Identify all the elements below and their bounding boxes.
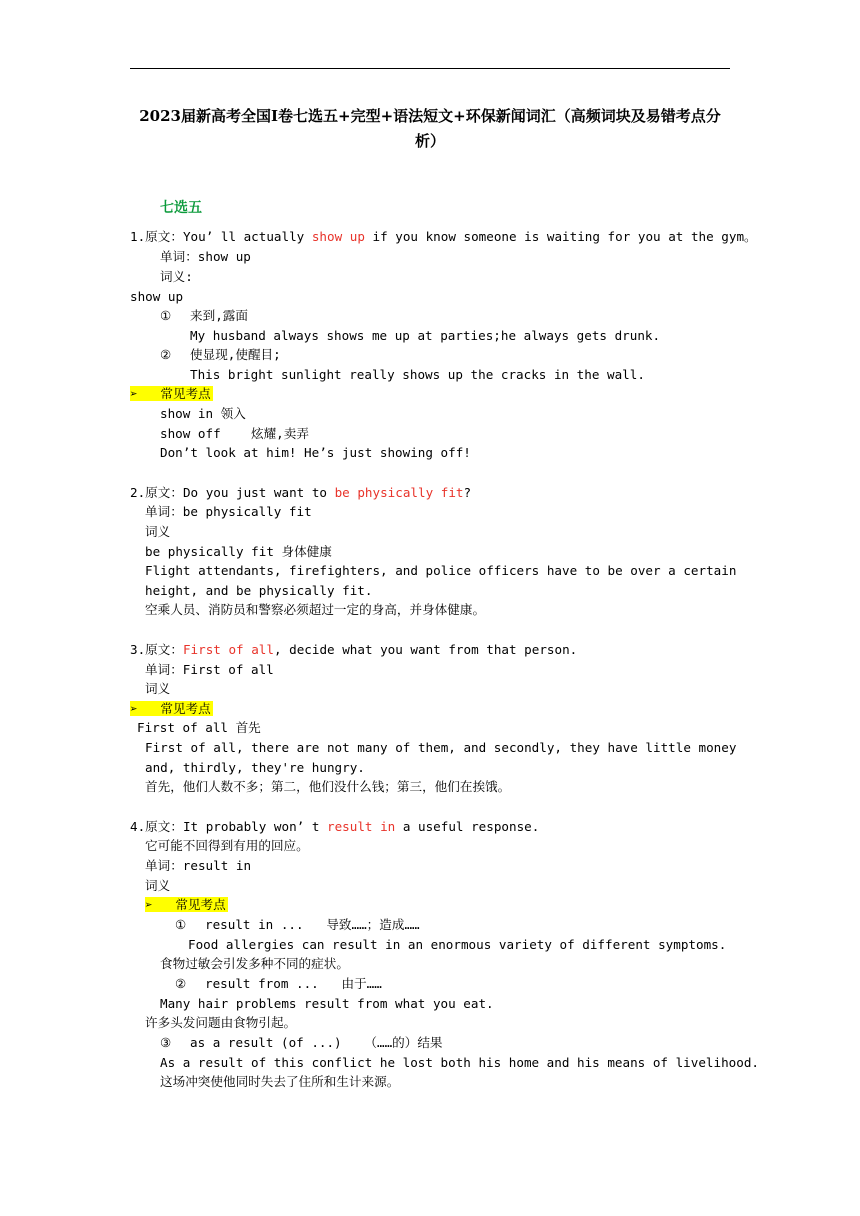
item-2-word: 单词：be physically fit xyxy=(145,504,312,519)
item-1-sense-1-example: My husband always shows me up at parties;he always gets drunk. xyxy=(190,328,661,343)
item-1-sense-2-example: This bright sunlight really shows up the cracks in the wall. xyxy=(190,367,645,382)
item-4-highlight: result in xyxy=(327,819,396,834)
item-1-exam-heading: ➢ 常见考点 xyxy=(130,386,211,401)
arrow-icon: ➢ xyxy=(130,701,138,716)
item-1-phrase: show up xyxy=(130,289,184,304)
item-2-line-4: 空乘人员、消防员和警察必须超过一定的身高，并身体健康。 xyxy=(145,602,486,617)
item-3-line-1: First of all 首先 xyxy=(137,720,261,735)
item-1-exam-line-3: Don’t look at him! He’s just showing off! xyxy=(160,445,471,460)
item-4-point-3: ③ as a result (of ...) （……的）结果 xyxy=(160,1035,443,1050)
document-title: 2023届新高考全国Ⅰ卷七选五+完型+语法短文+环保新闻词汇（高频词块及易错考点分析） xyxy=(139,107,721,150)
item-3-highlight: First of all xyxy=(182,642,274,657)
item-3-line-4: 首先，他们人数不多；第二，他们没什么钱；第三，他们在挨饿。 xyxy=(145,779,511,794)
item-2-meaning-label: 词义 xyxy=(145,524,171,539)
item-1-word: 单词：show up xyxy=(160,249,251,264)
item-4-point-2-translation: 许多头发问题由食物引起。 xyxy=(145,1015,297,1030)
item-1-exam-line-2: show off 炫耀,卖弄 xyxy=(160,426,309,441)
item-2-line-1: be physically fit 身体健康 xyxy=(145,544,332,559)
item-4-original: 4.原文：It probably won’ t result in a useful response. xyxy=(130,819,540,834)
item-1-sense-1: ① 来到,露面 xyxy=(160,308,248,323)
item-4-point-3-example: As a result of this conflict he lost both his home and his means of livelihood. xyxy=(160,1055,759,1070)
item-4-point-1-example: Food allergies can result in an enormous variety of different symptoms. xyxy=(188,937,727,952)
item-1-original: 1.原文：You’ ll actually show up if you know someone is waiting for you at the gym。 xyxy=(130,229,757,244)
item-3-exam-heading: ➢ 常见考点 xyxy=(130,701,211,716)
header-rule xyxy=(130,68,730,69)
item-4-translation: 它可能不回得到有用的回应。 xyxy=(145,838,309,853)
item-2-original: 2.原文：Do you just want to be physically fit? xyxy=(130,485,472,500)
item-4-point-1: ① result in ... 导致……；造成…… xyxy=(175,917,420,932)
section-heading: 七选五 xyxy=(160,200,202,216)
item-1-meaning-label: 词义: xyxy=(160,269,193,284)
item-1-sense-2: ② 使显现,使醒目; xyxy=(160,347,281,362)
item-2-highlight: be physically fit xyxy=(334,485,464,500)
item-4-point-2-example: Many hair problems result from what you eat. xyxy=(160,996,494,1011)
item-3-word: 单词：First of all xyxy=(145,662,274,677)
item-3-meaning-label: 词义 xyxy=(145,681,171,696)
item-2-line-2: Flight attendants, firefighters, and police officers have to be over a certain xyxy=(145,563,737,578)
item-4-meaning-label: 词义 xyxy=(145,878,171,893)
item-4-word: 单词：result in xyxy=(145,858,252,873)
item-1-exam-line-1: show in 领入 xyxy=(160,406,246,421)
item-2-line-3: height, and be physically fit. xyxy=(145,583,373,598)
arrow-icon: ➢ xyxy=(130,386,138,401)
item-3-original: 3.原文：First of all, decide what you want from that person. xyxy=(130,642,578,657)
arrow-icon: ➢ xyxy=(145,897,153,912)
item-4-exam-heading: ➢ 常见考点 xyxy=(145,897,226,912)
item-4-point-3-translation: 这场冲突使他同时失去了住所和生计来源。 xyxy=(160,1074,400,1089)
item-3-line-2: First of all, there are not many of them, and secondly, they have little money xyxy=(145,740,737,755)
item-3-line-3: and, thirdly, they're hungry. xyxy=(145,760,365,775)
item-4-point-2: ② result from ... 由于…… xyxy=(175,976,382,991)
item-4-point-1-translation: 食物过敏会引发多种不同的症状。 xyxy=(160,956,349,971)
item-1-highlight: show up xyxy=(311,229,365,244)
